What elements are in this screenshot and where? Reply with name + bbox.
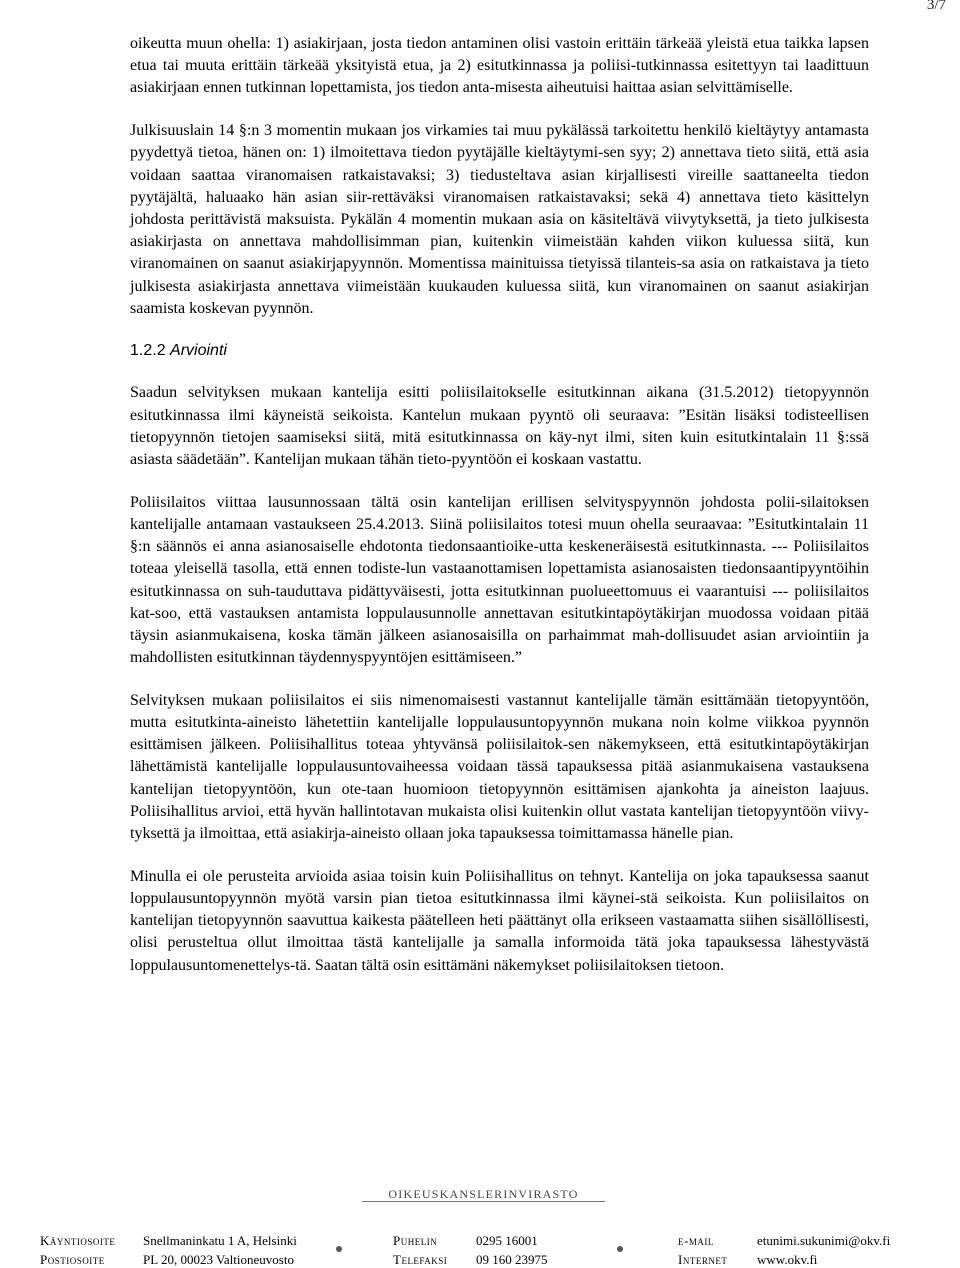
paragraph-6: Minulla ei ole perusteita arvioida asiaa toisin kuin Poliisihallitus on tehnyt. Kantelija on joka tapauksessa saanut loppulausuntopyynnön myötä varsin pian tietoa esitutkinnassa ilmi käynei-stä seikoista. Kun poliisilaitos on kantelijan tietopyynnön saavuttua kaikesta päätelleen heti päättänyt olla erikseen vastaamatta siihen sisällöllisesti, olisi perusteltua ollut ilmoittaa tästä kantelijalle ja samalla informoida tätä joka tapauksessa lähestyvästä loppulausuntomenettelys-tä. Saatan tältä osin esittämäni näkemykset poliisilaitoksen tietoon. [130,867,869,974]
phone-number: 0295 16001 [476,1233,538,1248]
email-address[interactable]: etunimi.sukunimi@okv.fi [757,1233,891,1248]
document-body [130,33,869,997]
fax-number: 09 160 23975 [476,1252,548,1267]
paragraph-1: oikeutta muun ohella: 1) asiakirjaan, josta tiedon antaminen olisi vastoin erittäin tärkeää yleistä etua taikka lapsen etua tai muuta erittäin tärkeää yksityistä etua, ja 2) esitutkinnassa ja poliisi-tutkinnassa esitettyyn tai laadittuun asiakirjaan ennen tutkinnan lopettamista, jos tiedon anta-misesta aiheutuisi haittaa asian selvittämiselle. [130,35,869,97]
section-heading [130,340,869,362]
phone-label: Puhelin [393,1233,438,1248]
separator-dot [617,1246,623,1252]
paragraph-5: Selvityksen mukaan poliisilaitos ei siis nimenomaisesti vastannut kantelijalle tämän esittämään tietopyyntöön, mutta esitutkinta-aineisto lähetettiin kantelijalle loppulausuntopyynnön mukana noin kolme viikkoa pyynnön esittämisen jälkeen. Poliisihallitus toteaa yhtyvänsä poliisilaitok-sen näkemykseen, että esitutkintapöytäkirjan lähettämistä kantelijalle loppulausuntovaiheessa voidaan tässä tapauksessa pitää asianmukaisena vastauksena kantelijan tietopyyntöön, kun ote-taan huomioon tietopyynnön esittämisen ajankohta ja aineiston laajuus. Poliisihallitus arvioi, että hyvän hallintotavan mukaista olisi kuitenkin ollut vastata kantelijan tietopyyntöön viivy-tyksettä ja ilmoittaa, että asiakirja-aineisto ollaan joka tapauksessa toimittamassa hänelle pian. [130,691,869,843]
footer [0,1229,960,1267]
email-label: e-mail [678,1233,714,1248]
paragraph-3: Saadun selvityksen mukaan kantelija esitti poliisilaitokselle esitutkinnan aikana (31.5.2012) tietopyynnön esitutkinnassa ilmi käyneistä seikoista. Kantelun mukaan pyyntö oli seuraava: ”Esitän lisäksi todisteellisen tietopyynnön tietojen saamiseksi siitä, mitä esitutkinnassa on käy-nyt ilmi, siten kuin esitutkintalain 11 §:ssä asiasta säädetään”. Kantelijan mukaan tähän tieto-pyyntöön ei koskaan vastattu. [130,384,869,469]
paragraph-2: Julkisuuslain 14 §:n 3 momentin mukaan jos virkamies tai muu pykälässä tarkoitettu henkilö kieltäytyy antamasta pyydettyä tietoa, hänen on: 1) ilmoitettava tiedon pyytäjälle kieltäytymi-sen syy; 2) annettava tieto siitä, että asia voidaan saattaa viranomaisen ratkaistavaksi; 3) tiedusteltava asian kirjallisesti vireille saattaneelta tiedon pyytäjältä, haluaako hän asian siir-rettäväksi viranomaisen ratkaistavaksi; sekä 4) annettava tieto käsittelyn johdosta perittävistä maksuista. Pykälän 4 momentin mukaan asia on käsiteltävä viivytyksettä, ja tieto julkisesta asiakirjasta on annettava mahdollisimman pian, kuitenkin viimeistään kahden viikon kuluessa siitä, kun viranomainen on saanut asiakirjapyynnön. Momentissa mainituissa tietyissä tilanteis-sa asia on ratkaistava ja tieto julkisesta asiakirjasta annettava viimeistään kuukauden kuluessa siitä, kun viranomainen on saanut asiakirjan saamista koskevan pyynnön. [130,122,869,317]
website-link[interactable]: www.okv.fi [757,1252,818,1267]
footer-brand: OIKEUSKANSLERINVIRASTO [388,1187,579,1201]
post-address: PL 20, 00023 Valtioneuvosto [143,1252,294,1267]
footer-divider [362,1201,605,1202]
visit-label: Käyntiosoite [40,1233,116,1248]
heading-number: 1.2.2 [130,342,166,360]
paragraph-4: Poliisilaitos viittaa lausunnossaan tältä osin kantelijan erillisen selvityspyynnön johdosta polii-silaitoksen kantelijalle antamaan vastaukseen 25.4.2013. Siinä poliisilaitos totesi muun ohella seuraavaa: ”Esitutkintalain 11 §:n säännös ei anna asianosaiselle ehdotonta tiedonsaantioike-utta keskeneräisestä esitutkinnasta. --- Poliisilaitos toteaa yleisellä tasolla, että ennen todiste-lun vastaanottamisen lopettamista asianosaisten tiedonsaantipyyntöihin esitutkinnassa on suh-tauduttava pidättyväisesti, jotta esitutkinnan puolueettomuus ei vaarantuisi --- poliisilaitos kat-soo, että vastauksen antamista loppulausunnolle annettavan esitutkintapöytäkirjan muodossa voidaan pitää täysin asianmukaisena, koska tämän jälkeen asianosaisilla on parhaimmat mah-dollisuudet asian arviointiin ja mahdollisten esitutkinnan täydennyspyyntöjen esittämiseen.” [130,493,869,667]
separator-dot [336,1246,342,1252]
fax-label: Telefaksi [393,1252,448,1267]
visit-address: Snellmaninkatu 1 A, Helsinki [143,1233,297,1248]
page-number: 3/7 [926,0,946,13]
internet-label: Internet [678,1252,728,1267]
heading-title: Arviointi [170,342,227,360]
post-label: Postiosoite [40,1252,105,1267]
